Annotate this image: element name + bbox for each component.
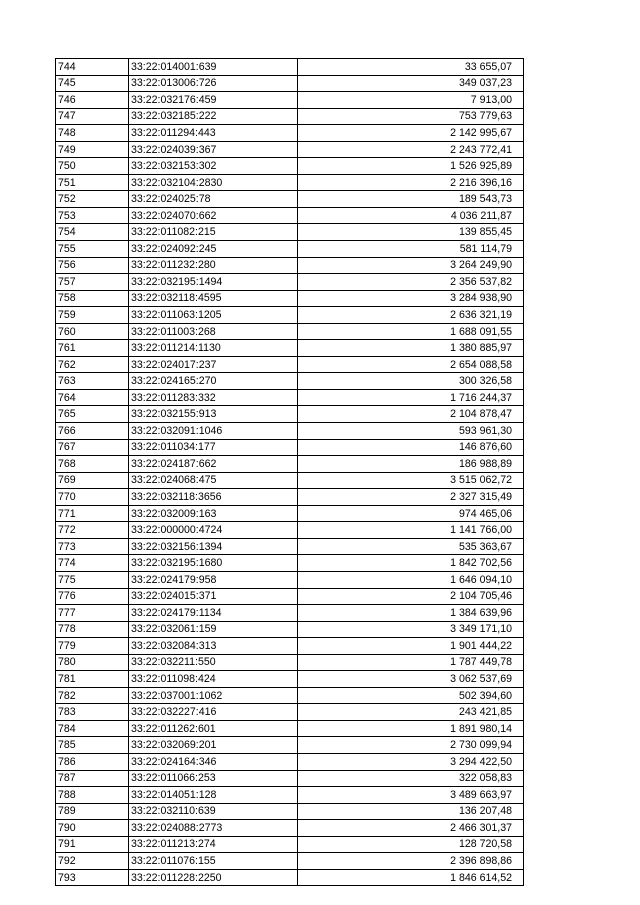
- table-row: [56, 770, 524, 787]
- value-cell: 1 380 885,97: [298, 340, 524, 357]
- value-cell: 146 876,60: [298, 439, 524, 456]
- cadastral-number-cell: 33:22:011098:424: [129, 671, 298, 688]
- row-number-cell: 753: [56, 207, 129, 224]
- table-row: [56, 638, 524, 655]
- row-number-cell: 784: [56, 720, 129, 737]
- cadastral-number-cell: 33:22:011003:268: [129, 323, 298, 340]
- value-cell: 1 891 980,14: [298, 720, 524, 737]
- value-cell: 2 104 878,47: [298, 406, 524, 423]
- cadastral-number-cell: 33:22:032176:459: [129, 92, 298, 109]
- cadastral-number-cell: 33:22:032110:639: [129, 803, 298, 820]
- value-cell: 1 646 094,10: [298, 571, 524, 588]
- value-cell: 2 104 705,46: [298, 588, 524, 605]
- cadastral-number-cell: 33:22:024070:662: [129, 207, 298, 224]
- row-number-cell: 756: [56, 257, 129, 274]
- table-row: [56, 621, 524, 638]
- cadastral-number-cell: 33:22:011232:280: [129, 257, 298, 274]
- value-cell: 2 396 898,86: [298, 853, 524, 870]
- table-row: [56, 720, 524, 737]
- value-cell: 1 787 449,78: [298, 654, 524, 671]
- row-number-cell: 750: [56, 158, 129, 175]
- value-cell: 3 294 422,50: [298, 753, 524, 770]
- table-row: [56, 406, 524, 423]
- row-number-cell: 775: [56, 571, 129, 588]
- cadastral-number-cell: 33:22:024164:346: [129, 753, 298, 770]
- table-row: [56, 555, 524, 572]
- table-row: [56, 340, 524, 357]
- row-number-cell: 748: [56, 125, 129, 142]
- cadastral-number-cell: 33:22:011214:1130: [129, 340, 298, 357]
- cadastral-number-cell: 33:22:037001:1062: [129, 687, 298, 704]
- table-row: [56, 241, 524, 258]
- cadastral-number-cell: 33:22:011283:332: [129, 389, 298, 406]
- value-cell: 1 688 091,55: [298, 323, 524, 340]
- cadastral-number-cell: 33:22:032195:1494: [129, 274, 298, 291]
- row-number-cell: 780: [56, 654, 129, 671]
- value-cell: 243 421,85: [298, 704, 524, 721]
- cadastral-number-cell: 33:22:032153:302: [129, 158, 298, 175]
- table-row: [56, 274, 524, 291]
- table-row: [56, 191, 524, 208]
- cadastral-number-cell: 33:22:024025:78: [129, 191, 298, 208]
- cadastral-number-cell: 33:22:014051:128: [129, 787, 298, 804]
- cadastral-number-cell: 33:22:024179:958: [129, 571, 298, 588]
- spreadsheet-page: [55, 58, 524, 886]
- cadastral-number-cell: 33:22:024015:371: [129, 588, 298, 605]
- value-cell: 300 326,58: [298, 373, 524, 390]
- cadastral-number-cell: 33:22:032195:1680: [129, 555, 298, 572]
- table-row: [56, 654, 524, 671]
- cadastral-number-cell: 33:22:032211:550: [129, 654, 298, 671]
- value-cell: 186 988,89: [298, 456, 524, 473]
- cadastral-number-cell: 33:22:032227:416: [129, 704, 298, 721]
- table-row: [56, 489, 524, 506]
- row-number-cell: 787: [56, 770, 129, 787]
- value-cell: 2 142 995,67: [298, 125, 524, 142]
- row-number-cell: 763: [56, 373, 129, 390]
- row-number-cell: 776: [56, 588, 129, 605]
- row-number-cell: 786: [56, 753, 129, 770]
- row-number-cell: 752: [56, 191, 129, 208]
- row-number-cell: 765: [56, 406, 129, 423]
- cadastral-number-cell: 33:22:032156:1394: [129, 538, 298, 555]
- cadastral-number-cell: 33:22:011082:215: [129, 224, 298, 241]
- cadastral-number-cell: 33:22:011294:443: [129, 125, 298, 142]
- table-row: [56, 141, 524, 158]
- table-row: [56, 373, 524, 390]
- row-number-cell: 783: [56, 704, 129, 721]
- table-row: [56, 753, 524, 770]
- value-cell: 3 284 938,90: [298, 290, 524, 307]
- value-cell: 2 654 088,58: [298, 356, 524, 373]
- row-number-cell: 790: [56, 820, 129, 837]
- table-row: [56, 522, 524, 539]
- cadastral-number-cell: 33:22:011213:274: [129, 836, 298, 853]
- value-cell: 2 243 772,41: [298, 141, 524, 158]
- table-row: [56, 174, 524, 191]
- value-cell: 136 207,48: [298, 803, 524, 820]
- row-number-cell: 770: [56, 489, 129, 506]
- row-number-cell: 760: [56, 323, 129, 340]
- value-cell: 502 394,60: [298, 687, 524, 704]
- value-cell: 3 264 249,90: [298, 257, 524, 274]
- table-row: [56, 290, 524, 307]
- row-number-cell: 744: [56, 59, 129, 76]
- value-cell: 4 036 211,87: [298, 207, 524, 224]
- cadastral-number-cell: 33:22:032118:3656: [129, 489, 298, 506]
- row-number-cell: 755: [56, 241, 129, 258]
- row-number-cell: 792: [56, 853, 129, 870]
- cadastral-number-cell: 33:22:032185:222: [129, 108, 298, 125]
- value-cell: 2 636 321,19: [298, 307, 524, 324]
- cadastral-number-cell: 33:22:024039:367: [129, 141, 298, 158]
- value-cell: 581 114,79: [298, 241, 524, 258]
- table-row: [56, 505, 524, 522]
- table-row: [56, 853, 524, 870]
- table-row: [56, 704, 524, 721]
- table-row: [56, 257, 524, 274]
- table-row: [56, 92, 524, 109]
- cadastral-number-cell: 33:22:024165:270: [129, 373, 298, 390]
- table-body: [56, 59, 524, 886]
- table-row: [56, 108, 524, 125]
- cadastral-number-cell: 33:22:011262:601: [129, 720, 298, 737]
- table-row: [56, 836, 524, 853]
- value-cell: 2 327 315,49: [298, 489, 524, 506]
- value-cell: 3 062 537,69: [298, 671, 524, 688]
- cadastral-number-cell: 33:22:000000:4724: [129, 522, 298, 539]
- row-number-cell: 779: [56, 638, 129, 655]
- table-row: [56, 737, 524, 754]
- cadastral-number-cell: 33:22:024187:662: [129, 456, 298, 473]
- row-number-cell: 769: [56, 472, 129, 489]
- table-row: [56, 588, 524, 605]
- cadastral-number-cell: 33:22:032155:913: [129, 406, 298, 423]
- value-cell: 3 349 171,10: [298, 621, 524, 638]
- row-number-cell: 746: [56, 92, 129, 109]
- table-row: [56, 389, 524, 406]
- cadastral-number-cell: 33:22:032091:1046: [129, 423, 298, 440]
- value-cell: 2 730 099,94: [298, 737, 524, 754]
- row-number-cell: 767: [56, 439, 129, 456]
- cadastral-number-cell: 33:22:024088:2773: [129, 820, 298, 837]
- table-row: [56, 538, 524, 555]
- table-row: [56, 59, 524, 76]
- value-cell: 139 855,45: [298, 224, 524, 241]
- row-number-cell: 768: [56, 456, 129, 473]
- value-cell: 1 901 444,22: [298, 638, 524, 655]
- table-row: [56, 356, 524, 373]
- row-number-cell: 774: [56, 555, 129, 572]
- row-number-cell: 773: [56, 538, 129, 555]
- table-row: [56, 869, 524, 886]
- value-cell: 2 466 301,37: [298, 820, 524, 837]
- table-row: [56, 207, 524, 224]
- value-cell: 3 515 062,72: [298, 472, 524, 489]
- value-cell: 974 465,06: [298, 505, 524, 522]
- table-row: [56, 439, 524, 456]
- value-cell: 1 384 639,96: [298, 605, 524, 622]
- value-cell: 593 961,30: [298, 423, 524, 440]
- table-row: [56, 125, 524, 142]
- table-row: [56, 323, 524, 340]
- cadastral-number-cell: 33:22:011034:177: [129, 439, 298, 456]
- row-number-cell: 789: [56, 803, 129, 820]
- row-number-cell: 766: [56, 423, 129, 440]
- cadastral-number-cell: 33:22:032009:163: [129, 505, 298, 522]
- row-number-cell: 747: [56, 108, 129, 125]
- cadastral-number-cell: 33:22:013006:726: [129, 75, 298, 92]
- value-cell: 1 846 614,52: [298, 869, 524, 886]
- value-cell: 189 543,73: [298, 191, 524, 208]
- row-number-cell: 781: [56, 671, 129, 688]
- table-row: [56, 671, 524, 688]
- value-cell: 535 363,67: [298, 538, 524, 555]
- cadastral-number-cell: 33:22:032118:4595: [129, 290, 298, 307]
- row-number-cell: 745: [56, 75, 129, 92]
- cadastral-number-cell: 33:22:011066:253: [129, 770, 298, 787]
- value-cell: 753 779,63: [298, 108, 524, 125]
- value-cell: 322 058,83: [298, 770, 524, 787]
- table-row: [56, 803, 524, 820]
- cadastral-number-cell: 33:22:032069:201: [129, 737, 298, 754]
- cadastral-value-table: [55, 58, 524, 886]
- table-row: [56, 605, 524, 622]
- value-cell: 2 356 537,82: [298, 274, 524, 291]
- value-cell: 1 842 702,56: [298, 555, 524, 572]
- value-cell: 128 720,58: [298, 836, 524, 853]
- row-number-cell: 758: [56, 290, 129, 307]
- row-number-cell: 778: [56, 621, 129, 638]
- cadastral-number-cell: 33:22:024017:237: [129, 356, 298, 373]
- row-number-cell: 793: [56, 869, 129, 886]
- row-number-cell: 771: [56, 505, 129, 522]
- cadastral-number-cell: 33:22:024092:245: [129, 241, 298, 258]
- cadastral-number-cell: 33:22:024068:475: [129, 472, 298, 489]
- row-number-cell: 751: [56, 174, 129, 191]
- row-number-cell: 749: [56, 141, 129, 158]
- value-cell: 349 037,23: [298, 75, 524, 92]
- value-cell: 2 216 396,16: [298, 174, 524, 191]
- row-number-cell: 764: [56, 389, 129, 406]
- value-cell: 3 489 663,97: [298, 787, 524, 804]
- cadastral-number-cell: 33:22:032084:313: [129, 638, 298, 655]
- table-row: [56, 224, 524, 241]
- row-number-cell: 777: [56, 605, 129, 622]
- table-row: [56, 456, 524, 473]
- table-row: [56, 472, 524, 489]
- row-number-cell: 782: [56, 687, 129, 704]
- row-number-cell: 759: [56, 307, 129, 324]
- table-row: [56, 158, 524, 175]
- value-cell: 33 655,07: [298, 59, 524, 76]
- row-number-cell: 791: [56, 836, 129, 853]
- row-number-cell: 788: [56, 787, 129, 804]
- cadastral-number-cell: 33:22:032104:2830: [129, 174, 298, 191]
- table-row: [56, 75, 524, 92]
- table-row: [56, 423, 524, 440]
- cadastral-number-cell: 33:22:032061:159: [129, 621, 298, 638]
- row-number-cell: 772: [56, 522, 129, 539]
- value-cell: 1 526 925,89: [298, 158, 524, 175]
- cadastral-number-cell: 33:22:014001:639: [129, 59, 298, 76]
- cadastral-number-cell: 33:22:011063:1205: [129, 307, 298, 324]
- table-row: [56, 787, 524, 804]
- table-row: [56, 571, 524, 588]
- row-number-cell: 762: [56, 356, 129, 373]
- cadastral-number-cell: 33:22:024179:1134: [129, 605, 298, 622]
- value-cell: 7 913,00: [298, 92, 524, 109]
- row-number-cell: 785: [56, 737, 129, 754]
- table-row: [56, 307, 524, 324]
- value-cell: 1 141 766,00: [298, 522, 524, 539]
- cadastral-number-cell: 33:22:011076:155: [129, 853, 298, 870]
- table-row: [56, 820, 524, 837]
- row-number-cell: 761: [56, 340, 129, 357]
- row-number-cell: 754: [56, 224, 129, 241]
- row-number-cell: 757: [56, 274, 129, 291]
- value-cell: 1 716 244,37: [298, 389, 524, 406]
- cadastral-number-cell: 33:22:011228:2250: [129, 869, 298, 886]
- table-row: [56, 687, 524, 704]
